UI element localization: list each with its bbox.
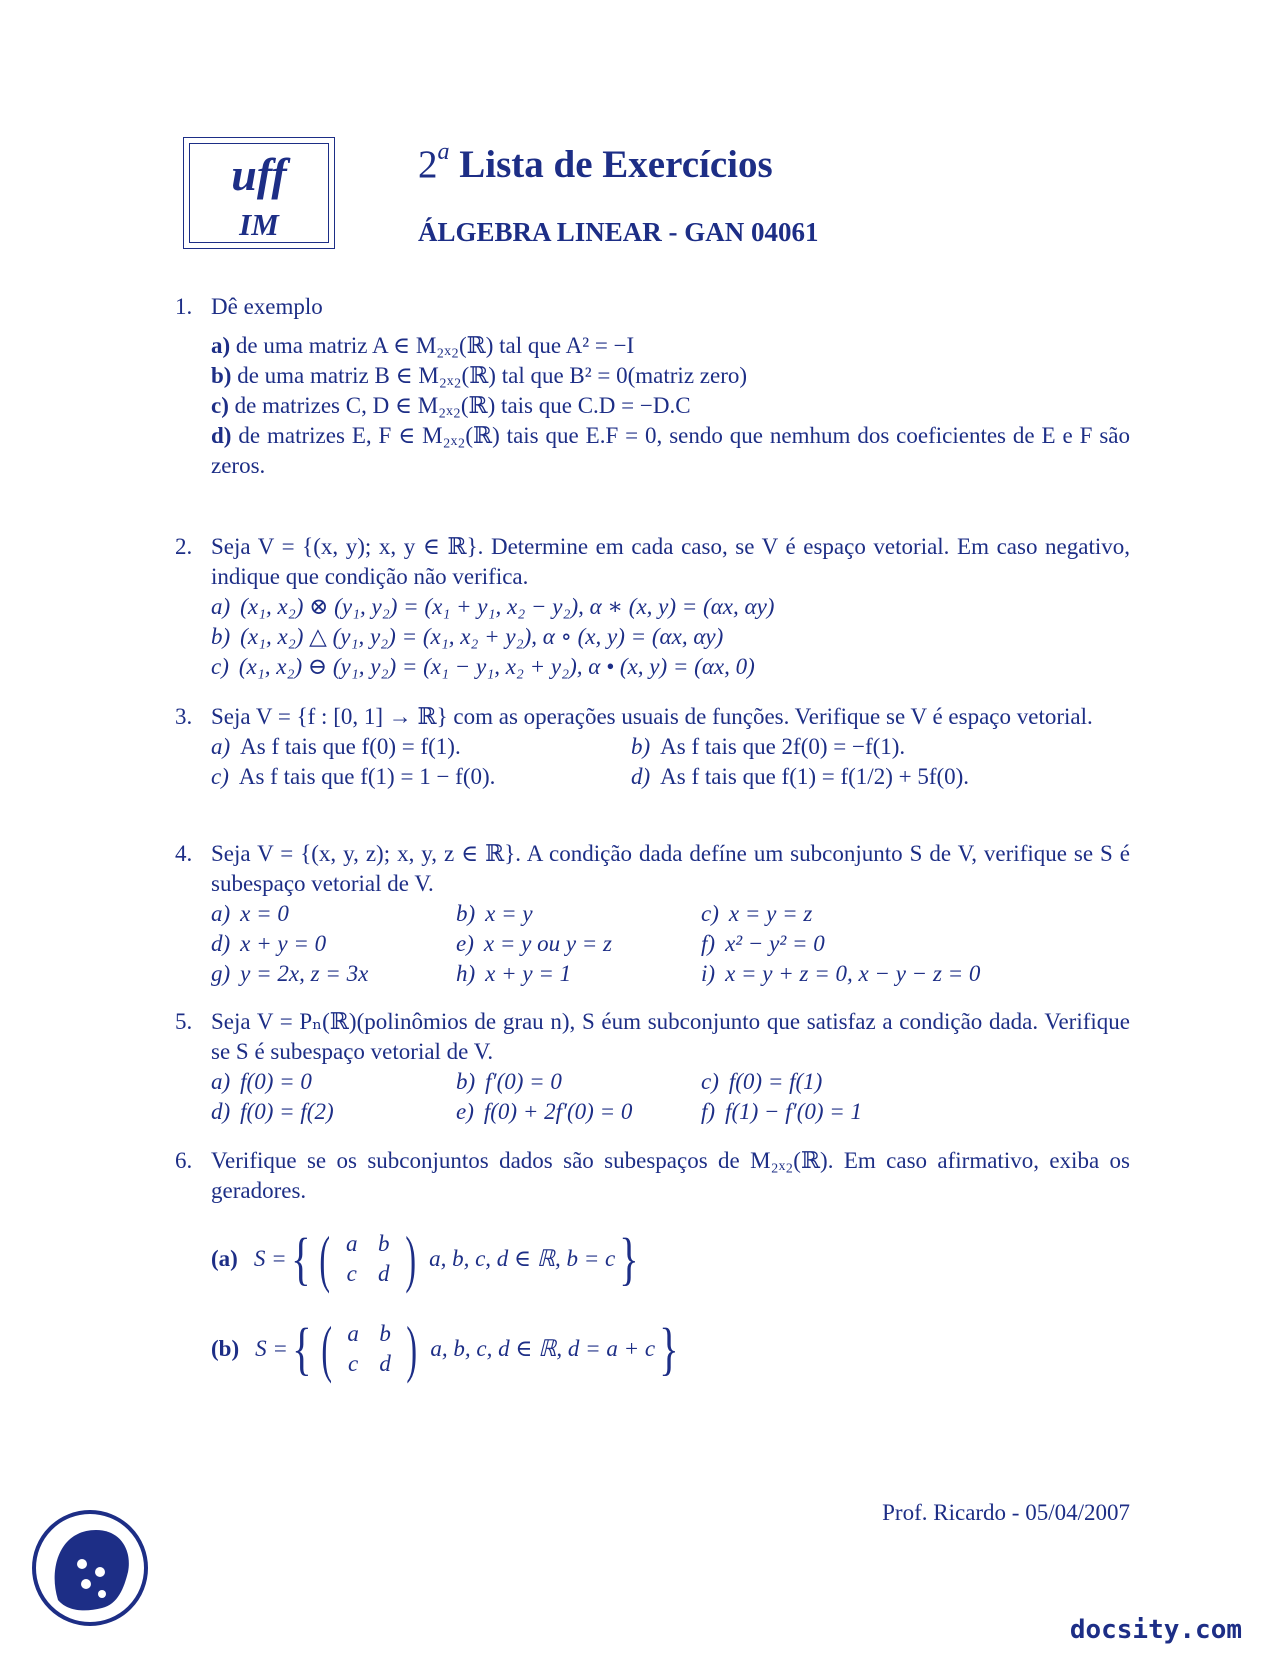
item-text: As f tais que f(1) = f(1/2) + 5f(0). [660, 764, 970, 789]
exercise-number: 4. [175, 841, 193, 866]
title-number: 2 [418, 143, 438, 186]
item-text: f(1) − f′(0) = 1 [725, 1099, 863, 1124]
item-a [211, 331, 1130, 361]
exercise-number: 3. [175, 704, 193, 729]
matrix-entry: b [379, 1321, 391, 1346]
uff-im-logo [183, 137, 335, 249]
item-a [211, 592, 1130, 622]
item-text: As f tais que f(1) = 1 − f(0). [238, 764, 496, 789]
item [701, 1097, 1031, 1127]
item [456, 1097, 701, 1127]
item-text: (x₁, x₂) ⊖ (y₁, y₂) = (x₁ − y₁, x₂ + y₂), α • (x, y) = (αx, 0) [238, 654, 755, 679]
right-paren: ) [406, 1313, 418, 1384]
item [456, 929, 701, 959]
left-brace: { [290, 1226, 311, 1291]
title-text: Lista de Exercícios [459, 143, 773, 186]
item-text: x = y + z = 0, x − y − z = 0 [725, 961, 981, 986]
item-label: b) [211, 624, 231, 649]
exercise-number: 5. [175, 1009, 193, 1034]
left-paren: ( [321, 1313, 332, 1384]
item-text: f(0) + 2f′(0) = 0 [483, 1099, 633, 1124]
item-b [631, 732, 1051, 762]
exercise-intro: Seja V = Pₙ(ℝ)(polinômios de grau n), S éum subconjunto que satisfaz a condição dada. Verifique se S é subespaço vetorial de V. [211, 1009, 1130, 1064]
subset-a [211, 1223, 1130, 1294]
item-label: c) [701, 901, 719, 926]
item-label: b) [211, 363, 232, 388]
item-text: f(0) = f(1) [728, 1069, 823, 1094]
item-label: i) [701, 961, 716, 986]
exercise-5 [175, 1007, 1130, 1127]
matrix-entry: c [347, 1351, 359, 1376]
item-label: a) [211, 594, 231, 619]
item [701, 929, 1031, 959]
exercise-1 [175, 292, 1130, 481]
items-grid [211, 1067, 1130, 1127]
item-text: x + y = 0 [240, 931, 327, 956]
item [701, 899, 1031, 929]
exercise-number: 6. [175, 1148, 193, 1173]
matrix-entry: c [346, 1261, 357, 1286]
item-c [211, 762, 631, 792]
item [701, 959, 1031, 989]
matrix [337, 1319, 401, 1379]
item [456, 959, 701, 989]
items-grid [211, 899, 1130, 989]
left-brace: { [292, 1316, 312, 1381]
matrix-entry: d [379, 1351, 391, 1376]
item-label: e) [456, 1099, 474, 1124]
item-label: e) [456, 931, 474, 956]
item [701, 1067, 1031, 1097]
author-date: Prof. Ricardo - 05/04/2007 [882, 1500, 1130, 1525]
item-text: y = 2x, z = 3x [240, 961, 369, 986]
subset-tag: (a) [211, 1246, 238, 1271]
item-label: d) [211, 1099, 231, 1124]
matrix [336, 1229, 400, 1289]
item [211, 1067, 456, 1097]
matrix-entry: d [378, 1261, 390, 1286]
item-text: As f tais que f(0) = f(1). [240, 734, 461, 759]
item-d [631, 762, 1051, 792]
subset-condition: a, b, c, d ∈ ℝ, b = c [429, 1246, 616, 1271]
exercise-4 [175, 839, 1130, 989]
item-label: f) [701, 931, 716, 956]
matrix-entry: b [378, 1231, 390, 1256]
item-label: a) [211, 333, 231, 358]
item-label: c) [701, 1069, 719, 1094]
item-label: b) [631, 734, 651, 759]
item-label: g) [211, 961, 231, 986]
right-brace: } [619, 1226, 639, 1291]
subset-condition: a, b, c, d ∈ ℝ, d = a + c [430, 1336, 656, 1361]
subset-lhs: S = [253, 1246, 287, 1271]
item [211, 959, 456, 989]
exercise-6 [175, 1146, 1130, 1382]
item-b [211, 361, 1130, 391]
item-text: f′(0) = 0 [485, 1069, 562, 1094]
subset-lhs: S = [255, 1336, 288, 1361]
item-label: a) [211, 734, 231, 759]
item [211, 1097, 456, 1127]
title-superscript: a [437, 139, 450, 165]
subset-b [211, 1313, 1130, 1384]
right-brace: } [659, 1316, 679, 1381]
exercise-3 [175, 702, 1130, 792]
item-text: de matrizes E, F ∈ M₂ₓ₂(ℝ) tais que E.F = 0, sendo que nemhum dos coeficientes de E e F são zeros. [211, 423, 1130, 478]
item-c [211, 391, 1130, 421]
item-text: f(0) = 0 [240, 1069, 312, 1094]
item-text: de uma matriz B ∈ M₂ₓ₂(ℝ) tal que B² = 0(matriz zero) [237, 363, 748, 388]
item-label: d) [631, 764, 651, 789]
exercise-intro: Seja V = {(x, y, z); x, y, z ∈ ℝ}. A condição dada defíne um subconjunto S de V, verifique se S é subespaço vetorial de V. [211, 841, 1130, 896]
left-paren: ( [319, 1223, 331, 1294]
item-label: c) [211, 393, 229, 418]
exercise-intro: Dê exemplo [211, 294, 323, 319]
item-label: h) [456, 961, 476, 986]
item-text: x = y ou y = z [483, 931, 612, 956]
item-text: f(0) = f(2) [240, 1099, 334, 1124]
logo-uff-text: uff [231, 149, 287, 200]
item [456, 1067, 701, 1097]
exercise-intro: Seja V = {f : [0, 1] → ℝ} com as operações usuais de funções. Verifique se V é espaço vetorial. [211, 704, 1093, 729]
item-text: x = y = z [728, 901, 813, 926]
page-title [418, 132, 773, 189]
matrix-entry: a [346, 1231, 358, 1256]
course-subtitle: ÁLGEBRA LINEAR - GAN 04061 [418, 217, 819, 247]
matrix-entry: a [347, 1321, 359, 1346]
item-label: f) [701, 1099, 716, 1124]
item [211, 929, 456, 959]
item-b [211, 622, 1130, 652]
docsity-watermark[interactable]: docsity.com [1069, 1615, 1242, 1645]
item-text: de uma matriz A ∈ M₂ₓ₂(ℝ) tal que A² = −I [235, 333, 635, 358]
item-text: x = 0 [240, 901, 289, 926]
item-label: a) [211, 1069, 231, 1094]
exercise-intro: Seja V = {(x, y); x, y ∈ ℝ}. Determine em cada caso, se V é espaço vetorial. Em caso negativo, indique que condição não verifica. [211, 534, 1130, 589]
item-label: d) [211, 423, 232, 448]
item [211, 899, 456, 929]
item-text: (x₁, x₂) △ (y₁, y₂) = (x₁, x₂ + y₂), α ∘ (x, y) = (αx, αy) [240, 624, 724, 649]
exercise-number: 2. [175, 534, 193, 559]
item [456, 899, 701, 929]
logo-inner-frame [189, 143, 329, 243]
docsity-logo-icon [30, 1508, 150, 1636]
item-text: (x₁, x₂) ⊗ (y₁, y₂) = (x₁ + y₁, x₂ − y₂), α ∗ (x, y) = (αx, αy) [240, 594, 775, 619]
item-a [211, 732, 631, 762]
items-grid [211, 732, 1130, 792]
item-label: b) [456, 901, 476, 926]
exercise-2 [175, 532, 1130, 682]
item-label: a) [211, 901, 231, 926]
item-text: x = y [485, 901, 533, 926]
item-text: x² − y² = 0 [725, 931, 825, 956]
item-label: b) [456, 1069, 476, 1094]
item-c [211, 652, 1130, 682]
item-text: de matrizes C, D ∈ M₂ₓ₂(ℝ) tais que C.D = −D.C [234, 393, 691, 418]
exercise-intro: Verifique se os subconjuntos dados são subespaços de M₂ₓ₂(ℝ). Em caso afirmativo, exiba os geradores. [211, 1148, 1130, 1203]
subset-tag: (b) [211, 1336, 240, 1361]
item-label: c) [211, 654, 229, 679]
item-text: x + y = 1 [485, 961, 572, 986]
logo-im-text: IM [239, 207, 279, 242]
item-d [211, 421, 1130, 481]
right-paren: ) [405, 1223, 416, 1294]
exercise-number: 1. [175, 294, 193, 319]
item-text: As f tais que 2f(0) = −f(1). [660, 734, 906, 759]
item-label: d) [211, 931, 231, 956]
item-label: c) [211, 764, 229, 789]
